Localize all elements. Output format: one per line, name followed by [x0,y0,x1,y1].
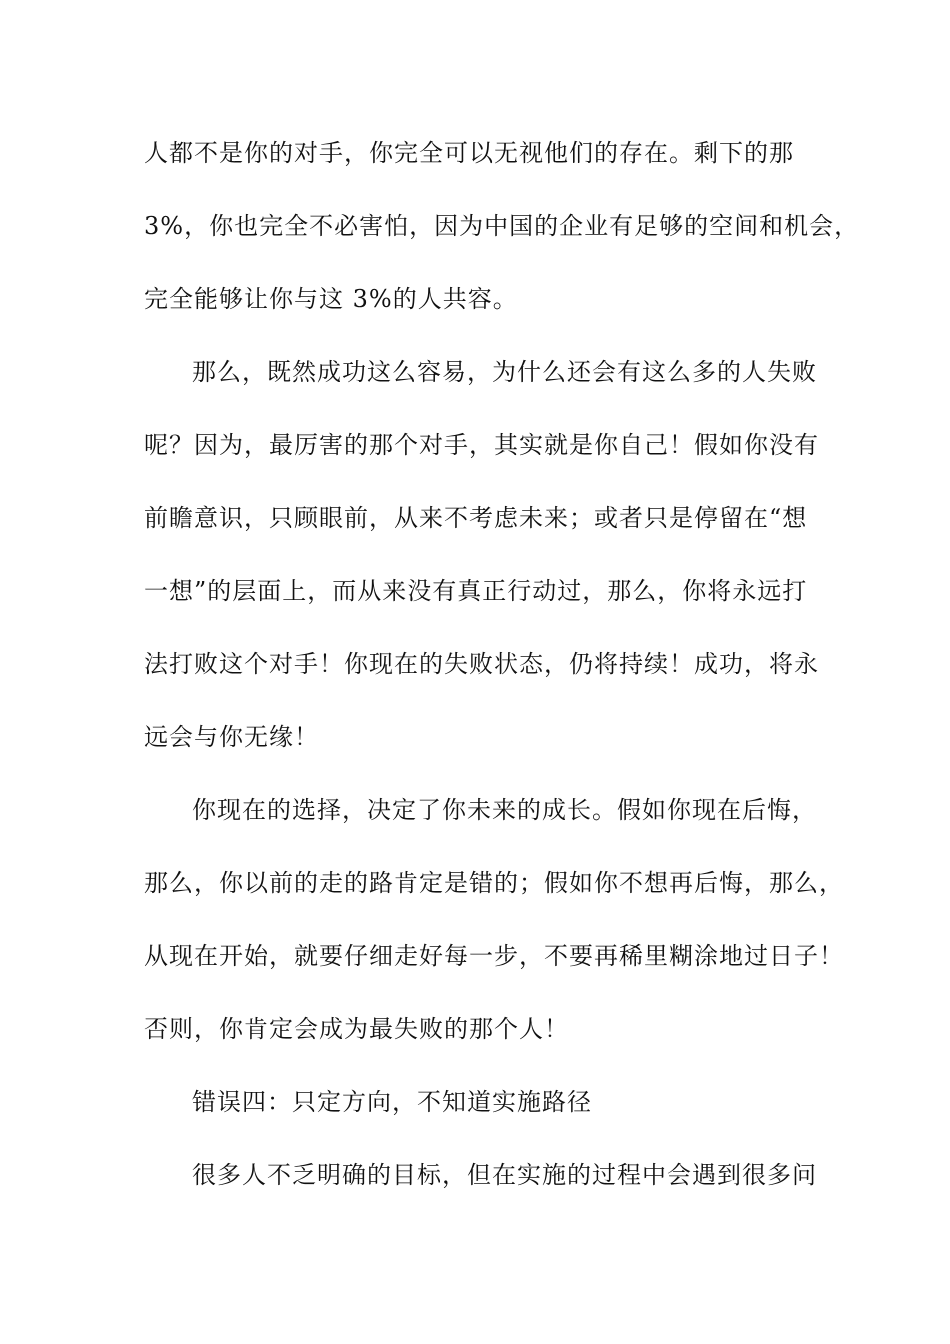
text-line: 人都不是你的对手，你完全可以无视他们的存在。剩下的那 [144,139,794,167]
paragraph-first-line: 那么，既然成功这么容易，为什么还会有这么多的人失败 [192,358,817,386]
body-text [144,130,860,1225]
paragraph-first-line: 很多人不乏明确的目标，但在实施的过程中会遇到很多问 [192,1161,817,1189]
text-line: 从现在开始，就要仔细走好每一步，不要再稀里糊涂地过日子！ [144,942,844,970]
text-line: 一想”的层面上，而从来没有真正行动过，那么，你将永远打 [144,577,808,605]
section-heading: 错误四：只定方向，不知道实施路径 [192,1088,592,1116]
paragraph-first-line: 你现在的选择，决定了你未来的成长。假如你现在后悔， [192,796,817,824]
text-line: 呢？因为，最厉害的那个对手，其实就是你自己！假如你没有 [144,431,819,459]
text-line: 否则，你肯定会成为最失败的那个人！ [144,1015,569,1043]
text-line: 远会与你无缘！ [144,723,319,751]
text-line: 3%，你也完全不必害怕，因为中国的企业有足够的空间和机会， [144,212,860,240]
text-line: 那么，你以前的走的路肯定是错的；假如你不想再后悔，那么， [144,869,844,897]
text-line: 法打败这个对手！你现在的失败状态，仍将持续！成功，将永 [144,650,819,678]
text-line: 完全能够让你与这 3%的人共容。 [144,285,518,313]
text-line: 前瞻意识，只顾眼前，从来不考虑未来；或者只是停留在“想 [144,504,808,532]
